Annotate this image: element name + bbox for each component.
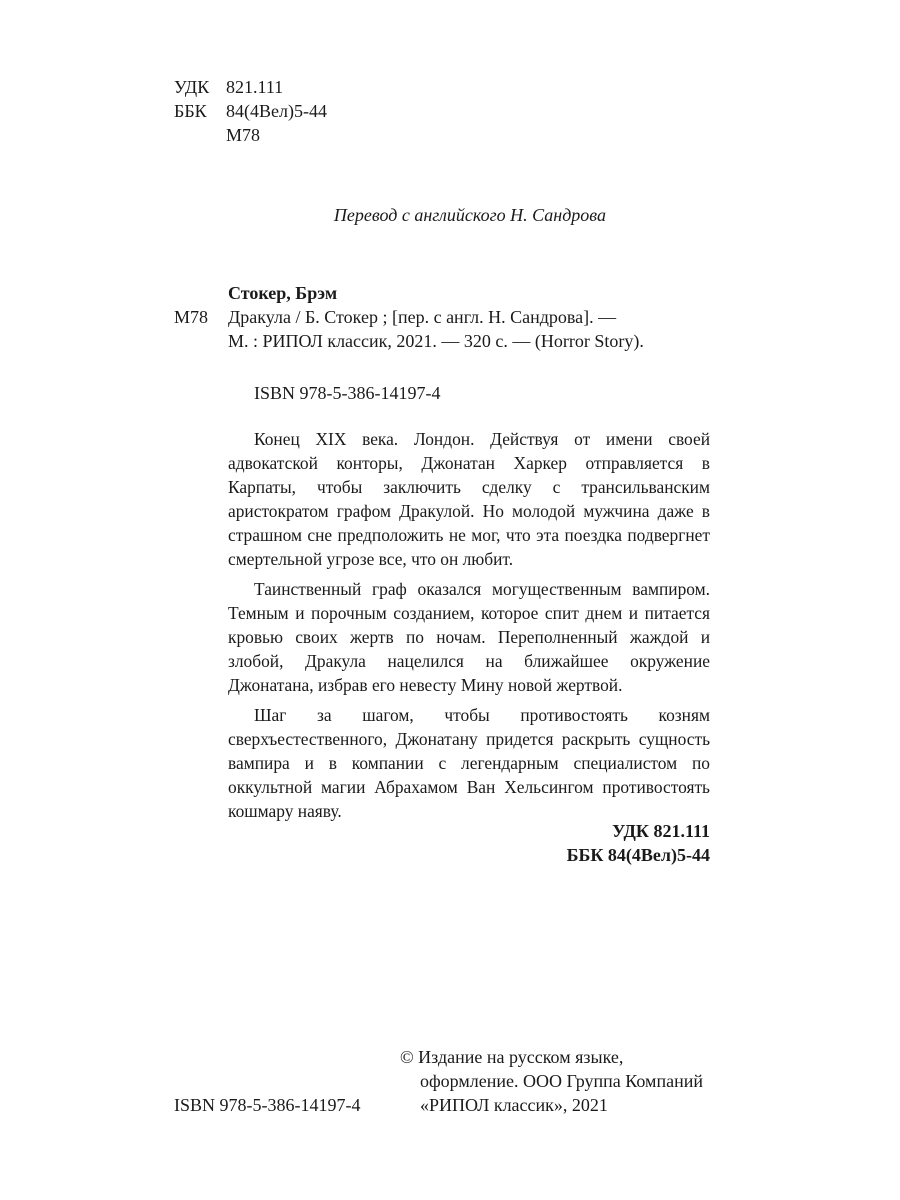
author-heading: Стокер, Брэм (228, 283, 338, 303)
udk-value: 821.111 (226, 77, 284, 97)
copyright-block (400, 1045, 720, 1117)
copyright-line-2: оформление. ООО Группа Компаний (420, 1071, 703, 1091)
annotation-paragraph-3: Шаг за шагом, чтобы противостоять козням сверхъестественного, Джонатану придется раскрыть сущность вампира и в компании с легендарным специалистом по оккультной магии Абрахамом Ван Хельсингом противостоять кошмару наяву. (228, 705, 710, 821)
copyright-line-3: «РИПОЛ классик», 2021 (420, 1095, 608, 1115)
footer-isbn: ISBN 978-5-386-14197-4 (174, 1095, 361, 1115)
annotation-paragraph-1: Конец XIX века. Лондон. Действуя от имени своей адвокатской конторы, Джонатан Харкер отправляется в Карпаты, чтобы заключить сделку с трансильванским аристократом графом Дракулой. Но молодой мужчина даже в страшном сне предположить не мог, что эта поездка подвергнет смертельной угрозе все, что он любит. (228, 429, 710, 569)
copyright-line-1: © Издание на русском языке, (400, 1047, 624, 1067)
entry-line-2: М. : РИПОЛ классик, 2021. — 320 с. — (Horror Story). (228, 331, 644, 351)
classification-block (174, 75, 327, 147)
bbk-label: ББК (174, 101, 207, 121)
entry-mark: М78 (174, 307, 209, 327)
author-mark: М78 (226, 125, 261, 145)
index-codes (500, 819, 710, 867)
author-mark-row (174, 123, 327, 147)
translation-note: Перевод с английского Н. Сандрова (333, 205, 606, 225)
index-bbk: ББК 84(4Вел)5-44 (566, 845, 710, 865)
annotation (228, 427, 710, 823)
annotation-paragraph-2: Таинственный граф оказался могущественным вампиром. Темным и порочным созданием, которое спит днем и питается кровью своих жертв по ночам. Переполненный жаждой и злобой, Дракула нацелился на ближайшее окружение Джонатана, избрав его невесту Мину новой жертвой. (228, 579, 710, 695)
udk-label: УДК (174, 77, 210, 97)
bbk-value: 84(4Вел)5-44 (226, 101, 327, 121)
index-udk: УДК 821.111 (612, 821, 710, 841)
entry-isbn: ISBN 978-5-386-14197-4 (254, 383, 441, 403)
bbk-row (174, 99, 327, 123)
udk-row (174, 75, 327, 99)
entry-line-1: Дракула / Б. Стокер ; [пер. с англ. Н. Сандрова]. — (228, 307, 617, 327)
